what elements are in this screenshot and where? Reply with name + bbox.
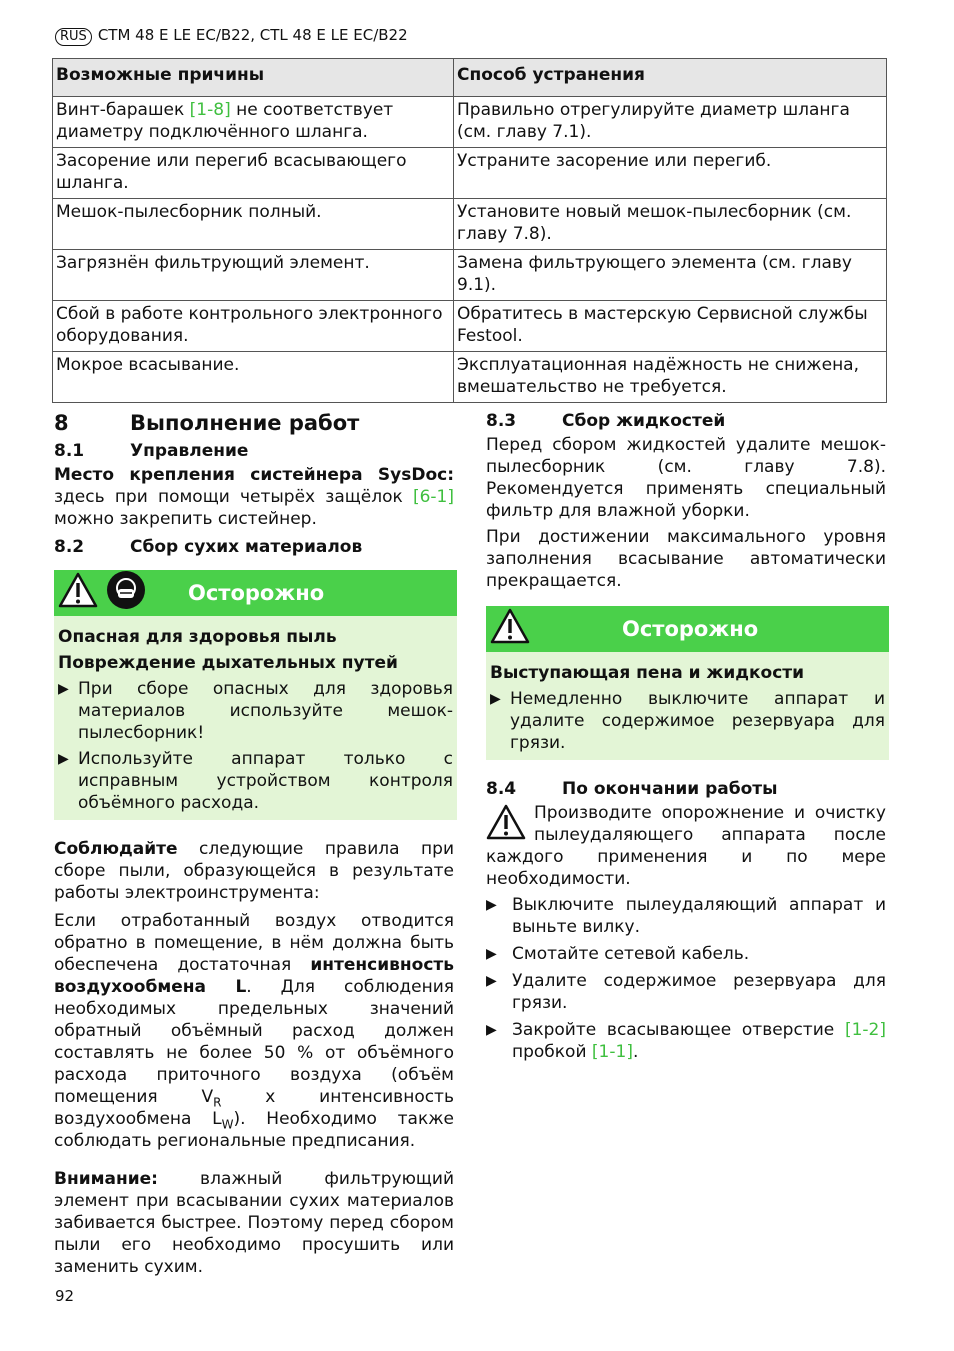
list-item-text: Смотайте сетевой кабель. (512, 944, 750, 964)
paragraph-text: x интенсивность воздухообмена L (54, 1087, 454, 1129)
solution-cell: Обратитесь в мастерскую Сервисной службы Festool. (454, 301, 887, 352)
caution-title: Осторожно (188, 581, 325, 605)
left-column (54, 408, 454, 1278)
table-row (53, 352, 887, 403)
paragraph-text: следующие правила при сборе пыли, образующейся в результате работы электроинструмента: (54, 839, 454, 903)
attention-paragraph (54, 1168, 454, 1278)
list-item-text-part: Закройте всасывающее отверстие (512, 1020, 845, 1040)
caution-header (54, 570, 457, 616)
paragraph-text: Производите опорожнение и очистку пылеудаляющего аппарата после каждого применения и по мере необходимости. (486, 803, 886, 889)
cause-cell: Сбой в работе контрольного электронного оборудования. (53, 301, 454, 352)
hazard-consequence: Повреждение дыхательных путей (58, 653, 398, 673)
language-badge: RUS (55, 28, 92, 46)
list-item-text-part: . (632, 1042, 639, 1062)
bullet-arrow-icon: ▶ (58, 681, 69, 697)
list-item-text: Немедленно выключите аппарат и удалите содержимое резервуара для грязи. (510, 689, 885, 753)
section-title: Управление (130, 441, 249, 461)
column-header-causes: Возможные причины (53, 59, 454, 97)
paragraph-text: можно закрепить систейнер. (54, 509, 317, 529)
hazard-title: Выступающая пена и жидкости (490, 663, 805, 683)
section-8-3-heading (486, 408, 886, 434)
table-row (53, 199, 887, 250)
caution-header (486, 606, 889, 652)
table-row (53, 148, 887, 199)
solution-cell: Замена фильтрующего элемента (см. главу 9.1). (454, 250, 887, 301)
sysdoc-paragraph (54, 464, 454, 530)
bold-term: интенсивность воздухообмена L (54, 955, 454, 997)
paragraph-text: Если отработанный воздух отводится обратно в помещение, в нём должна быть обеспечена достаточная (54, 911, 454, 975)
caution-body (486, 652, 889, 760)
figure-reference: [1-2] (844, 1020, 886, 1040)
liquid-paragraph-1: Перед сбором жидкостей удалите мешок-пылесборник (см. главу 7.8). Рекомендуется применять специальный фильтр для влажной уборки. (486, 435, 886, 521)
cause-cell (53, 97, 454, 148)
list-item (58, 748, 453, 814)
section-8-4-heading (486, 776, 886, 802)
troubleshooting-table (52, 58, 887, 403)
paragraph-text: здесь при помощи четырёх защёлок (54, 487, 413, 507)
list-item (486, 943, 886, 965)
cause-cell: Засорение или перегиб всасывающего шланга. (53, 148, 454, 199)
cause-cell: Загрязнён фильтрующий элемент. (53, 250, 454, 301)
solution-cell: Устраните засорение или перегиб. (454, 148, 887, 199)
caution-box-foam (486, 606, 889, 760)
table-row (53, 97, 887, 148)
dust-rules-paragraph (54, 838, 454, 904)
bullet-arrow-icon: ▶ (486, 973, 497, 989)
paragraph-text: ). Необходимо также соблюдать региональные предписания. (54, 1109, 454, 1151)
list-item (486, 1019, 886, 1063)
bullet-arrow-icon: ▶ (490, 691, 501, 707)
bullet-arrow-icon: ▶ (486, 897, 497, 913)
hazard-title: Опасная для здоровья пыль (58, 627, 337, 647)
subscript: W (221, 1117, 234, 1132)
cause-cell: Мешок-пылесборник полный. (53, 199, 454, 250)
paragraph-text: . Для соблюдения необходимых предельных значений обратный объёмный расход должен составлять не более 50 % от объёмного расхода приточного воздуха (объём помещения V (54, 977, 454, 1107)
cause-text: не соответствует диаметру подключённого шланга. (56, 100, 394, 142)
section-number: 8.1 (54, 441, 85, 461)
table-header-row (53, 59, 887, 97)
bullet-arrow-icon: ▶ (486, 1022, 497, 1038)
section-8-2-heading (54, 534, 454, 560)
section-title: Сбор сухих материалов (130, 537, 363, 557)
air-exchange-paragraph (54, 910, 454, 1152)
list-item-text: Удалите содержимое резервуара для грязи. (512, 971, 886, 1013)
solution-cell: Эксплуатационная надёжность не снижена, вмешательство не требуется. (454, 352, 887, 403)
page-number: 92 (55, 1287, 75, 1305)
list-item-text (512, 1019, 886, 1063)
list-item-text: При сборе опасных для здоровья материалов используйте мешок-пылесборник! (78, 679, 453, 743)
bold-lead: Соблюдайте (54, 839, 178, 859)
list-item-text: Выключите пылеудаляющий аппарат и выньте вилку. (512, 895, 886, 937)
section-title: Сбор жидкостей (562, 411, 726, 431)
section-number: 8.4 (486, 779, 517, 799)
section-number: 8 (54, 411, 69, 435)
solution-cell: Установите новый мешок-пылесборник (см. главу 7.8). (454, 199, 887, 250)
section-title: По окончании работы (562, 779, 778, 799)
section-8-1-heading (54, 438, 454, 464)
section-number: 8.2 (54, 537, 85, 557)
warning-triangle-icon (490, 608, 530, 650)
section-number: 8.3 (486, 411, 517, 431)
caution-body (54, 616, 457, 820)
figure-reference: [1-8] (189, 100, 231, 120)
right-column (486, 408, 886, 1063)
table-row (53, 250, 887, 301)
column-header-solutions: Способ устранения (454, 59, 887, 97)
section-8-heading (54, 408, 454, 438)
figure-reference: [6-1] (412, 487, 454, 507)
respirator-mask-icon (106, 570, 146, 616)
list-item-text: Используйте аппарат только с исправным устройством контроля объёмного расхода. (78, 749, 453, 813)
figure-reference: [1-1] (591, 1042, 633, 1062)
list-item (486, 970, 886, 1014)
bullet-arrow-icon: ▶ (486, 946, 497, 962)
warning-triangle-icon (58, 572, 98, 614)
list-item (58, 678, 453, 744)
page-header (55, 25, 408, 46)
bold-lead: Место крепления систейнера SysDoc: (54, 465, 454, 485)
caution-box-dust (54, 570, 457, 820)
paragraph-text: влажный фильтрующий элемент при всасывании сухих материалов забивается быстрее. Поэтому перед сбором пыли его необходимо просушить или заменить сухим. (54, 1169, 454, 1277)
bullet-arrow-icon: ▶ (58, 751, 69, 767)
list-item-text-part: пробкой (512, 1042, 592, 1062)
bold-lead: Внимание: (54, 1169, 158, 1189)
after-work-paragraph (486, 802, 886, 890)
section-title: Выполнение работ (130, 411, 360, 435)
warning-triangle-icon (486, 804, 526, 846)
list-item (486, 894, 886, 938)
subscript: R (213, 1095, 222, 1110)
list-item (490, 688, 885, 754)
table-row (53, 301, 887, 352)
cause-cell: Мокрое всасывание. (53, 352, 454, 403)
solution-cell: Правильно отрегулируйте диаметр шланга (см. главу 7.1). (454, 97, 887, 148)
liquid-paragraph-2: При достижении максимального уровня заполнения всасывание автоматически прекращается. (486, 527, 886, 591)
cause-text: Винт-барашек (56, 100, 190, 120)
caution-title: Осторожно (622, 617, 759, 641)
model-name: CTM 48 E LE EC/B22, CTL 48 E LE EC/B22 (97, 26, 408, 44)
